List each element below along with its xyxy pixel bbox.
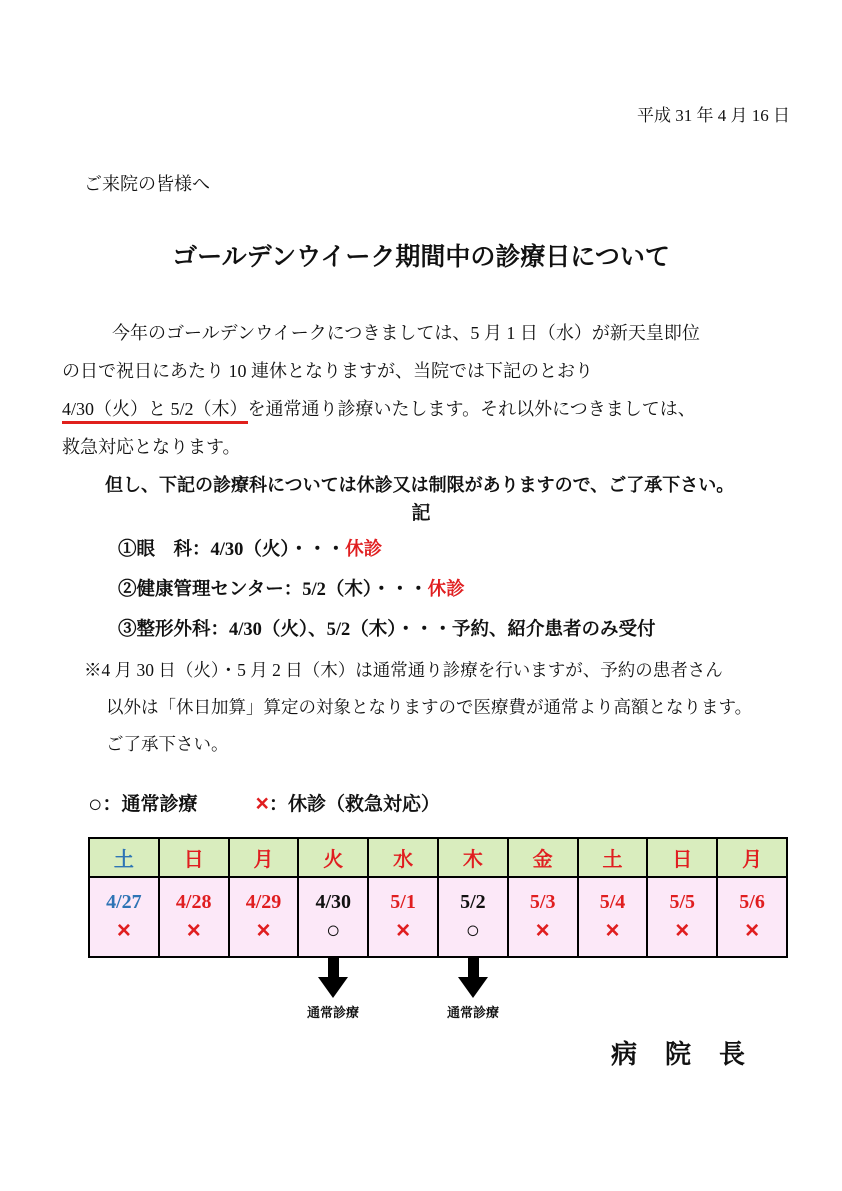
arrow-stem — [328, 958, 339, 977]
day-header-cell: 木 — [438, 838, 508, 877]
schedule-cell — [159, 877, 229, 957]
list-item-text: ②健康管理センター：5/2（木）・・・ — [118, 580, 428, 600]
status-mark: × — [396, 917, 411, 944]
down-arrow-icon — [318, 958, 348, 998]
status-mark: × — [535, 917, 550, 944]
day-header-cell: 月 — [717, 838, 787, 877]
date-label: 5/6 — [739, 891, 765, 913]
date-label: 4/27 — [106, 891, 142, 913]
legend — [88, 789, 440, 819]
arrow-head — [318, 977, 348, 998]
legend-open-label: ：通常診療 — [102, 794, 198, 815]
arrow-head — [458, 977, 488, 998]
schedule-cell — [229, 877, 299, 957]
list-item-text: ①眼 科：4/30（火）・・・ — [118, 540, 346, 560]
date-label: 4/29 — [245, 891, 282, 913]
day-header-cell: 金 — [508, 838, 578, 877]
body-line-3 — [62, 390, 796, 428]
schedule-cell — [89, 877, 159, 957]
down-arrow-icon — [458, 958, 488, 998]
document-date: 平成 31 年 4 月 16 日 — [637, 106, 790, 125]
day-header-row — [89, 838, 787, 877]
body-line-3-rest: を通常通り診療いたします。それ以外につきましては、 — [247, 399, 696, 419]
day-header-cell: 日 — [159, 838, 229, 877]
schedule-cell — [438, 877, 508, 957]
schedule-cell — [508, 877, 578, 957]
date-label: 4/28 — [175, 891, 212, 913]
status-mark: × — [186, 917, 201, 944]
open-circle-icon: ○ — [88, 791, 103, 818]
status-mark: × — [745, 917, 760, 944]
annotation-4-30 — [293, 958, 373, 1021]
schedule-cell — [298, 877, 368, 957]
schedule-table — [88, 837, 788, 958]
list-item-health-center — [118, 570, 656, 610]
schedule-cell — [717, 877, 787, 957]
schedule-cell — [647, 877, 717, 957]
record-heading: 記 — [411, 503, 431, 524]
day-header-cell: 日 — [647, 838, 717, 877]
note-line-1: ※4 月 30 日（火）・5 月 2 日（木）は通常通り診療を行いますが、予約の患者さん — [84, 660, 723, 680]
signature-hospital-director: 病 院 長 — [610, 1040, 746, 1069]
list-item-ophthalmology — [118, 530, 656, 570]
caution-line: 但し、下記の診療科については休診又は制限がありますので、ご了承下さい。 — [105, 475, 735, 495]
note-line-2: 以外は「休日加算」算定の対象となりますので医療費が通常より高額となります。 — [106, 697, 753, 717]
body-line-1: 今年のゴールデンウイークにつきましては、5 月 1 日（水）が新天皇即位 — [112, 323, 700, 343]
page-title: ゴールデンウイーク期間中の診療日について — [172, 244, 670, 271]
department-list — [118, 530, 656, 650]
day-header-cell: 土 — [578, 838, 648, 877]
day-header-cell: 水 — [368, 838, 438, 877]
note-line-3: ご了承下さい。 — [106, 734, 229, 754]
day-header-cell: 土 — [89, 838, 159, 877]
status-mark: × — [256, 917, 271, 944]
status-mark: ○ — [326, 917, 341, 944]
body-line-2: の日で祝日にあたり 10 連休となりますが、当院では下記のとおり — [62, 361, 593, 381]
body-paragraph — [62, 314, 796, 504]
underlined-dates: 4/30（火）と 5/2（木） — [62, 399, 248, 424]
list-item-text: ③整形外科：4/30（火）、5/2（木）・・・予約、紹介患者のみ受付 — [118, 620, 656, 640]
day-header-cell: 月 — [229, 838, 299, 877]
date-label: 5/5 — [669, 891, 696, 913]
list-item-closed-label: 休診 — [345, 540, 383, 560]
legend-closed-label: ：休診（救急対応） — [268, 794, 440, 815]
date-label: 5/2 — [460, 891, 486, 913]
status-mark: × — [605, 917, 620, 944]
arrow-stem — [468, 958, 479, 977]
schedule-cell — [578, 877, 648, 957]
status-mark: × — [116, 917, 131, 944]
status-mark: ○ — [465, 917, 481, 944]
date-status-row — [89, 877, 787, 957]
date-label: 5/4 — [599, 891, 626, 913]
annotation-label: 通常診療 — [446, 1005, 499, 1020]
list-item-closed-label: 休診 — [427, 580, 465, 600]
date-label: 5/1 — [390, 891, 416, 913]
body-line-4: 救急対応となります。 — [62, 437, 241, 457]
day-header-cell: 火 — [298, 838, 368, 877]
schedule-cell — [368, 877, 438, 957]
surcharge-note — [84, 652, 800, 763]
list-item-orthopedics — [118, 610, 656, 650]
date-label: 5/3 — [529, 891, 556, 913]
annotation-label: 通常診療 — [306, 1005, 359, 1020]
date-label: 4/30 — [315, 891, 352, 913]
annotation-5-2 — [433, 958, 513, 1021]
greeting-line: ご来院の皆様へ — [84, 174, 210, 194]
closed-cross-icon: × — [255, 790, 269, 816]
status-mark: × — [675, 917, 690, 944]
